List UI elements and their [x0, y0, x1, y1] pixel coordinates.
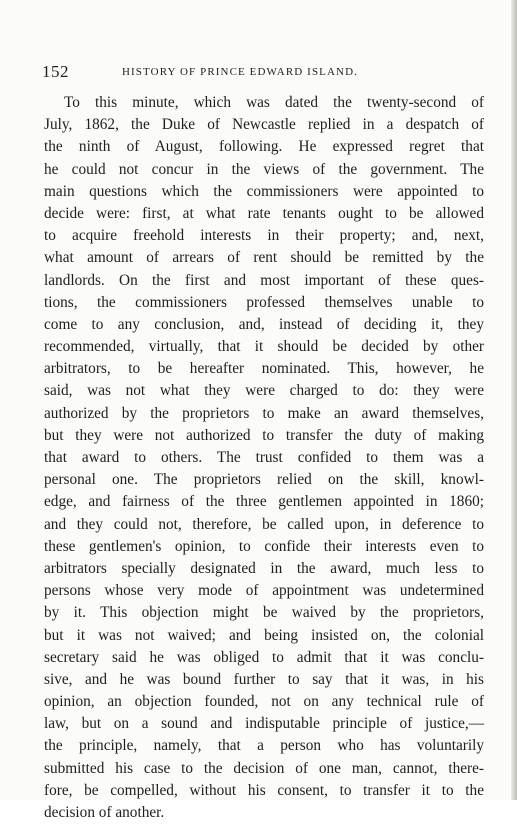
page-header — [42, 62, 484, 82]
text-line: that award to others. The trust confided to them was a — [44, 449, 484, 466]
text-line: personal one. The proprietors relied on the skill, knowl- — [44, 471, 484, 489]
text-line: by it. This objection might be waived by the proprietors, — [44, 604, 484, 622]
text-line: and they could not, therefore, be called upon, in deference to — [44, 515, 484, 533]
body-paragraph — [44, 92, 484, 824]
text-line: July, 1862, the Duke of Newcastle replied in a despatch of — [44, 116, 484, 134]
text-line: tions, the commissioners professed themselves unable to — [44, 293, 484, 311]
text-line: decision of another. — [44, 804, 165, 821]
text-line: the ninth of August, following. He expressed regret that — [44, 138, 484, 156]
text-line: said, was not what they were charged to do: they were — [44, 382, 484, 400]
text-line: law, but on a sound and indisputable principle of justice,— — [44, 715, 484, 733]
text-line: what amount of arrears of rent should be remitted by the — [44, 249, 484, 267]
text-line: submitted his case to the decision of one man, cannot, there- — [44, 759, 484, 777]
text-line: main questions which the commissioners were appointed to — [44, 182, 484, 200]
text-line: he could not concur in the views of the government. The — [44, 160, 484, 178]
text-line: to acquire freehold interests in their property; and, next, — [44, 227, 484, 245]
text-line: opinion, an objection founded, not on any technical rule of — [44, 693, 484, 711]
text-line: edge, and fairness of the three gentlemen appointed in 1860; — [44, 493, 484, 511]
text-line: but they were not authorized to transfer the duty of making — [44, 426, 484, 444]
page-number: 152 — [42, 62, 69, 81]
text-line: these gentlemen's opinion, to confide their interests even to — [44, 537, 484, 555]
page-edge-shadow — [511, 0, 517, 800]
running-title: HISTORY OF PRINCE EDWARD ISLAND. — [122, 66, 358, 78]
text-line: come to any conclusion, and, instead of deciding it, they — [44, 315, 484, 333]
text-line: persons whose very mode of appointment was undetermined — [44, 582, 484, 600]
text-line: arbitrators specially designated in the award, much less to — [44, 559, 484, 577]
text-line: but it was not waived; and being insisted on, the colonial — [44, 626, 484, 644]
text-line: arbitrators, to be hereafter nominated. This, however, he — [44, 360, 484, 378]
text-line: sive, and he was bound further to say that it was, in his — [44, 670, 484, 688]
text-line: secretary said he was obliged to admit that it was conclu- — [44, 648, 484, 666]
text-line: authorized by the proprietors to make an award themselves, — [44, 404, 484, 422]
text-line: decide were: first, at what rate tenants ought to be allowed — [44, 204, 484, 222]
text-line: recommended, virtually, that it should be decided by other — [44, 338, 484, 356]
text-line: the principle, namely, that a person who has voluntarily — [44, 737, 484, 755]
text-line: landlords. On the first and most important of these ques- — [44, 271, 484, 289]
text-line: fore, be compelled, without his consent, to transfer it to the — [44, 781, 484, 799]
text-line: To this minute, which was dated the twenty-second of — [64, 94, 484, 111]
